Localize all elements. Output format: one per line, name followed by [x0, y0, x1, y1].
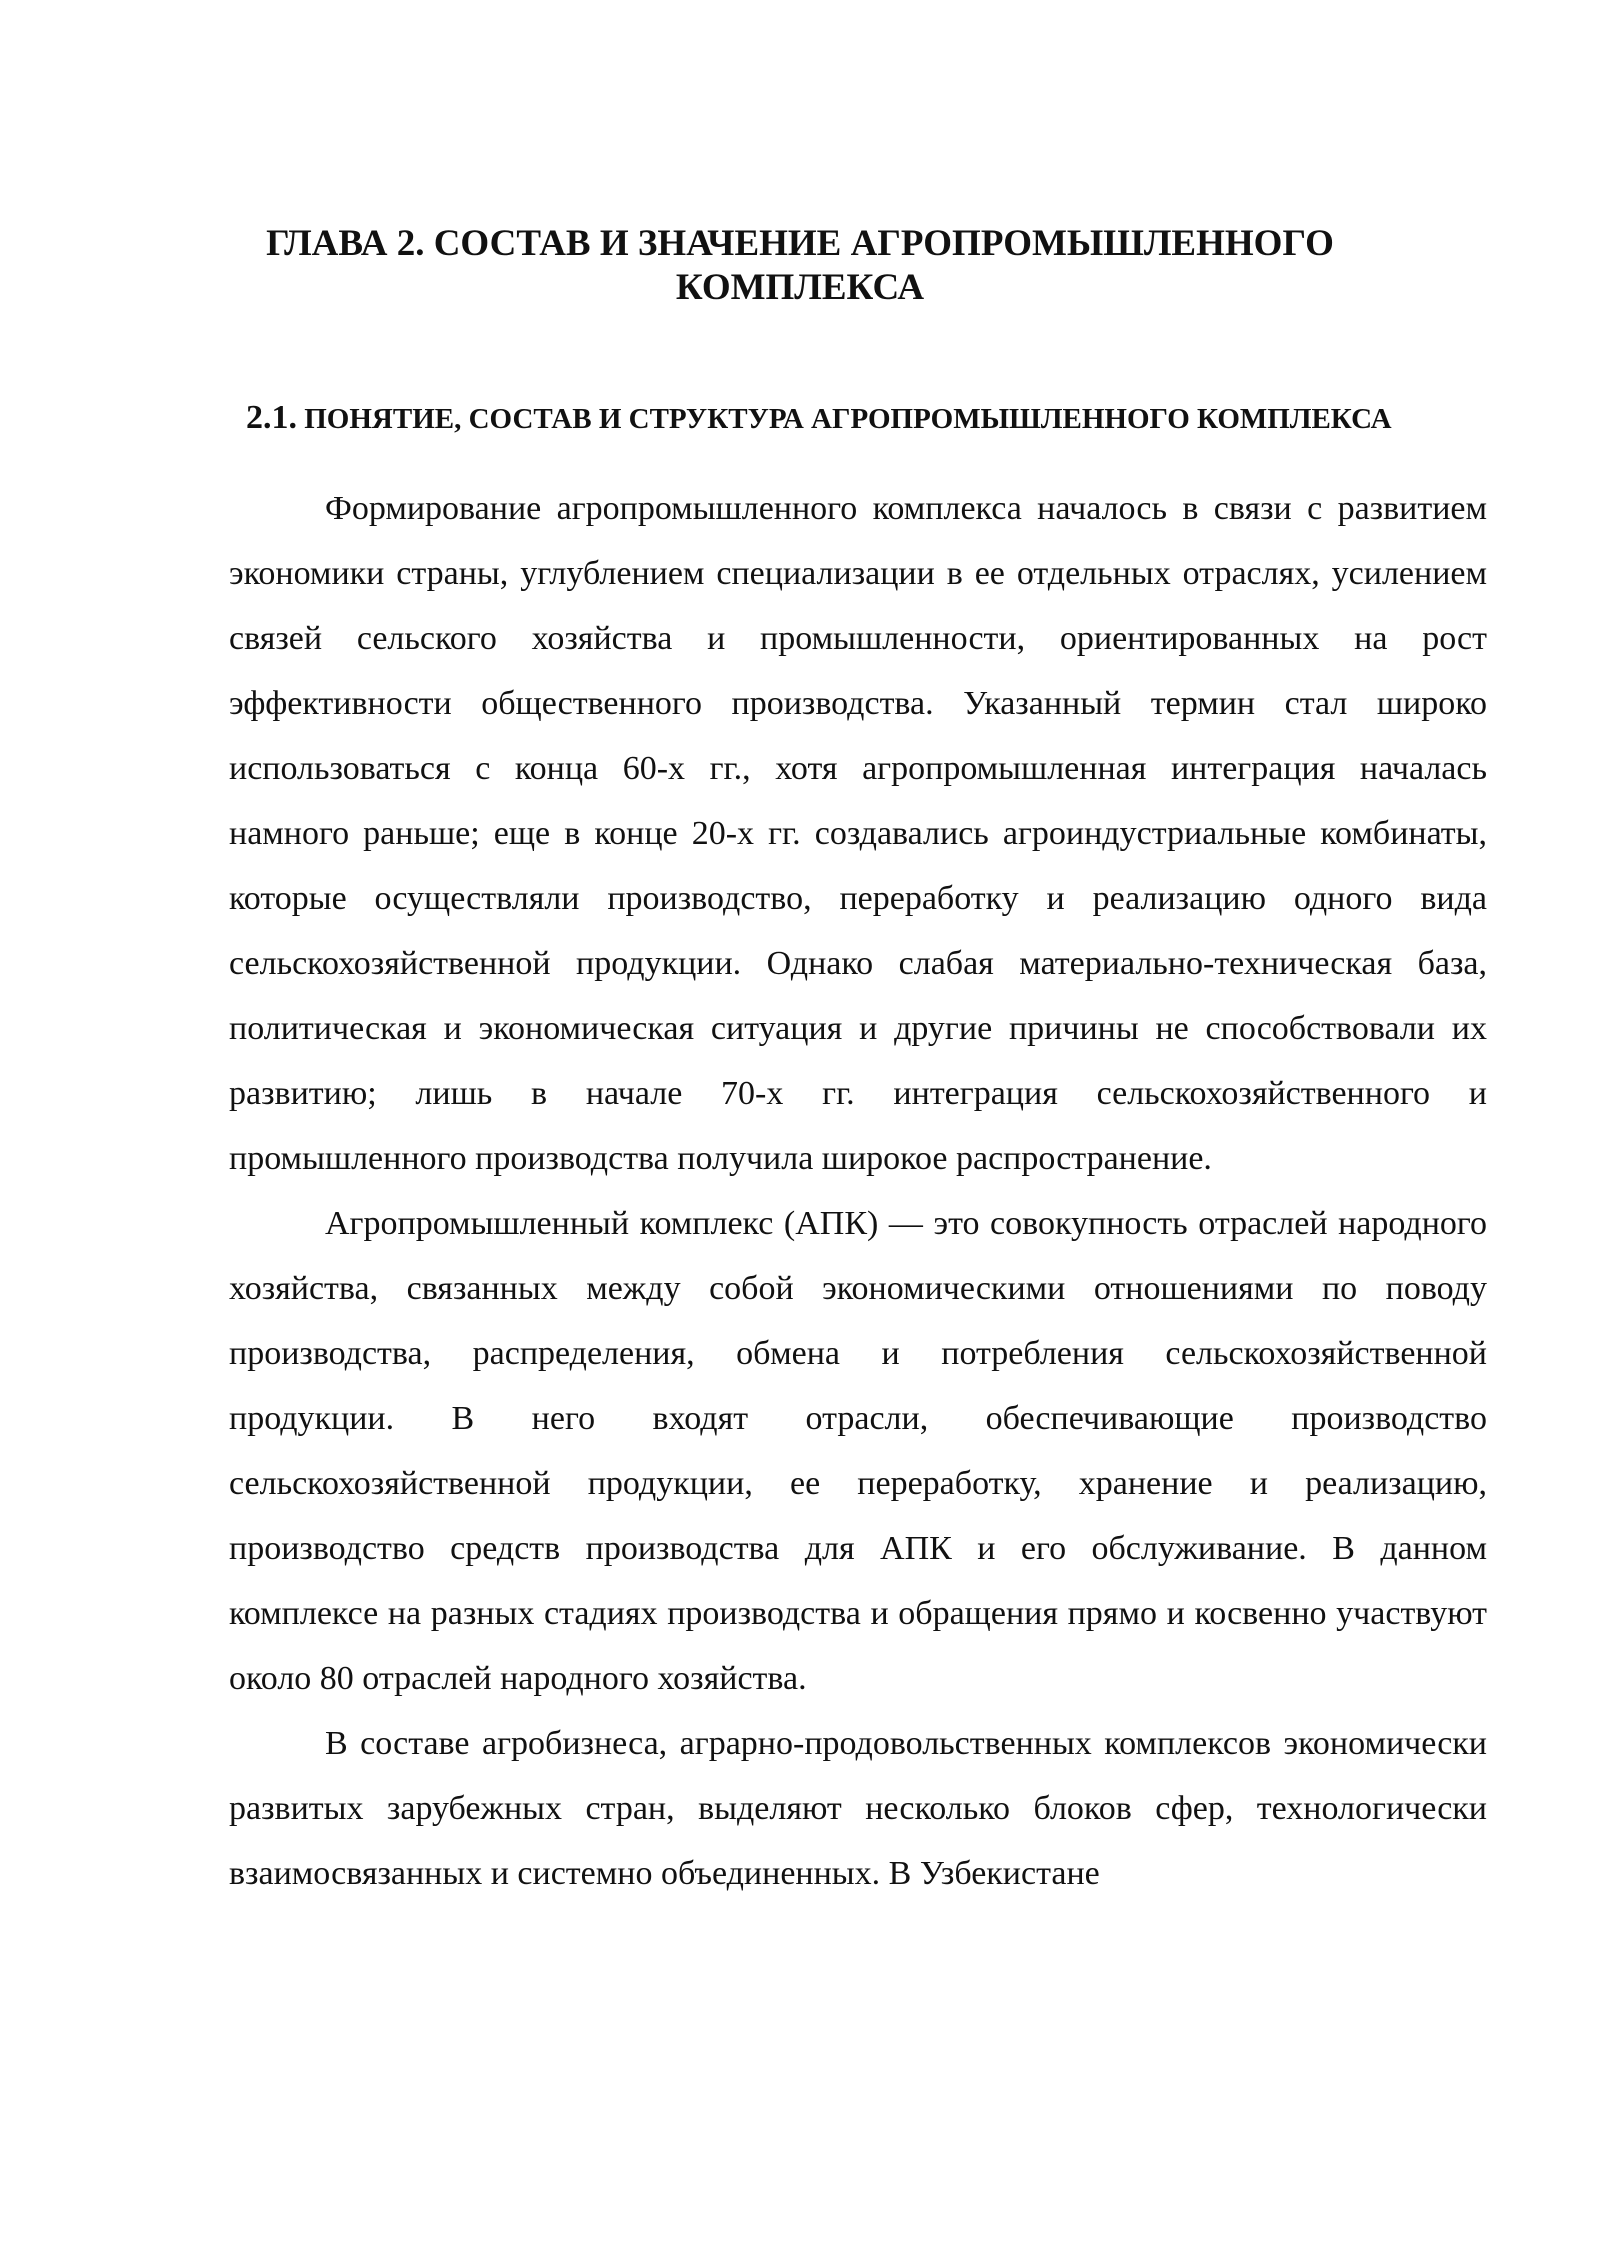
chapter-title: ГЛАВА 2. СОСТАВ И ЗНАЧЕНИЕ АГРОПРОМЫШЛЕННОГО КОМПЛЕКСА	[266, 223, 1334, 308]
paragraph-agribusiness: В составе агробизнеса, аграрно-продовольственных комплексов экономически развитых зарубежных стран, выделяют несколько блоков сфер, технологически взаимосвязанных и системно объединенных. В Узбекистане	[229, 1725, 1487, 1892]
section-title: ПОНЯТИЕ, СОСТАВ И СТРУКТУРА АГРОПРОМЫШЛЕННОГО КОМПЛЕКСА	[304, 403, 1392, 435]
paragraph-apk-definition: Агропромышленный комплекс (АПК) — это совокупность отраслей народного хозяйства, связанных между собой экономическими отношениями по поводу производства, распределения, обмена и потребления сельскохозяйственной продукции. В него входят отрасли, обеспечивающие производство сельскохозяйственной продукции, ее переработку, хранение и реализацию, производство средств производства для АПК и его обслуживание. В данном комплексе на разных стадиях производства и обращения прямо и косвенно участвуют около 80 отраслей народного хозяйства.	[229, 1205, 1487, 1697]
section-number: 2.1.	[246, 399, 297, 436]
body-text	[229, 476, 1487, 1906]
section-heading	[246, 396, 1392, 441]
paragraph-formation: Формирование агропромышленного комплекса началось в связи с развитием экономики страны, углублением специализации в ее отдельных отраслях, усилением связей сельского хозяйства и промышленности, ориентированных на рост эффективности общественного производства. Указанный термин стал широко использоваться с конца 60-х гг., хотя агропромышленная интеграция началась намного раньше; еще в конце 20-х гг. создавались агроиндустриальные комбинаты, которые осуществляли производство, переработку и реализацию одного вида сельскохозяйственной продукции. Однако слабая материально-техническая база, политическая и экономическая ситуация и другие причины не способствовали их развитию; лишь в начале 70-х гг. интеграция сельскохозяйственного и промышленного производства получила широкое распространение.	[229, 490, 1487, 1177]
